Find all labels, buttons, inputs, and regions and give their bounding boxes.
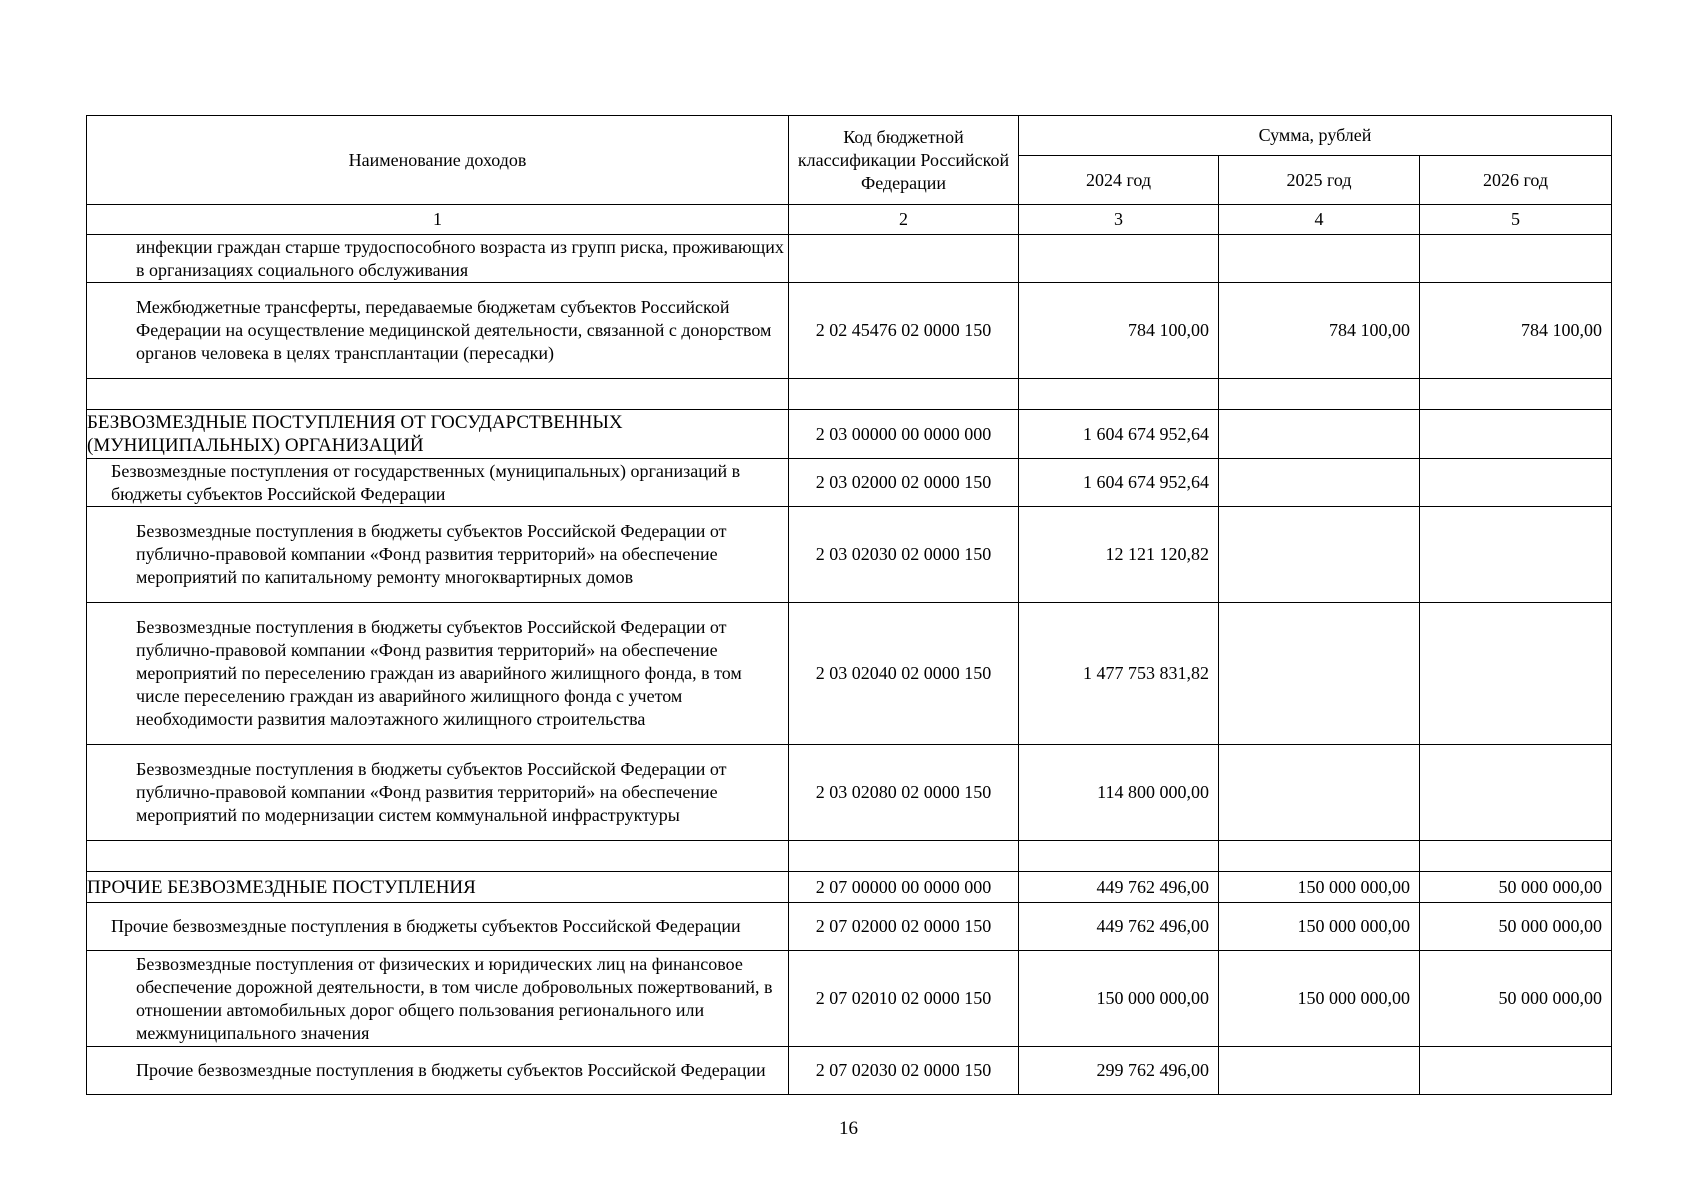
budget-code: [789, 379, 1019, 410]
income-name: БЕЗВОЗМЕЗДНЫЕ ПОСТУПЛЕНИЯ ОТ ГОСУДАРСТВЕННЫХ (МУНИЦИПАЛЬНЫХ) ОРГАНИЗАЦИЙ: [87, 410, 789, 459]
income-name: Безвозмездные поступления от государственных (муниципальных) организаций в бюджеты субъектов Российской Федерации: [87, 459, 789, 507]
amount-2024: 449 762 496,00: [1019, 872, 1219, 903]
budget-code: 2 02 45476 02 0000 150: [789, 283, 1019, 379]
income-name: Прочие безвозмездные поступления в бюджеты субъектов Российской Федерации: [87, 1047, 789, 1095]
amount-2025: 784 100,00: [1219, 283, 1420, 379]
column-number: 3: [1019, 205, 1219, 235]
table-row: [87, 872, 1612, 903]
header-sum: Сумма, рублей: [1019, 116, 1612, 156]
income-name: [87, 379, 789, 410]
amount-2024: 449 762 496,00: [1019, 903, 1219, 951]
table-row: [87, 235, 1612, 283]
header-name: Наименование доходов: [87, 116, 789, 205]
amount-2024: 1 477 753 831,82: [1019, 603, 1219, 745]
budget-code: 2 03 00000 00 0000 000: [789, 410, 1019, 459]
budget-code: 2 03 02030 02 0000 150: [789, 507, 1019, 603]
budget-code: [789, 235, 1019, 283]
amount-2024: 299 762 496,00: [1019, 1047, 1219, 1095]
amount-2025: [1219, 379, 1420, 410]
table-row: [87, 603, 1612, 745]
revenue-table: [86, 115, 1612, 1095]
income-name: Безвозмездные поступления в бюджеты субъектов Российской Федерации от публично-правовой компании «Фонд развития территорий» на обеспечение мероприятий по переселению граждан из аварийного жилищного фонда, в том числе переселению граждан из аварийного жилищного фонда с учетом необходимости развития малоэтажного жилищного строительства: [87, 603, 789, 745]
amount-2025: [1219, 1047, 1420, 1095]
header-year-2026: 2026 год: [1420, 156, 1612, 205]
column-number: 2: [789, 205, 1019, 235]
amount-2026: 50 000 000,00: [1420, 872, 1612, 903]
amount-2026: 50 000 000,00: [1420, 951, 1612, 1047]
spacer-row: [87, 379, 1612, 410]
income-name: Межбюджетные трансферты, передаваемые бюджетам субъектов Российской Федерации на осуществление медицинской деятельности, связанной с донорством органов человека в целях трансплантации (пересадки): [87, 283, 789, 379]
column-number: 4: [1219, 205, 1420, 235]
header-year-2024: 2024 год: [1019, 156, 1219, 205]
amount-2024: 784 100,00: [1019, 283, 1219, 379]
amount-2026: [1420, 507, 1612, 603]
budget-code: 2 07 02010 02 0000 150: [789, 951, 1019, 1047]
amount-2025: 150 000 000,00: [1219, 872, 1420, 903]
amount-2026: [1420, 1047, 1612, 1095]
income-name: Прочие безвозмездные поступления в бюджеты субъектов Российской Федерации: [87, 903, 789, 951]
income-name: ПРОЧИЕ БЕЗВОЗМЕЗДНЫЕ ПОСТУПЛЕНИЯ: [87, 872, 789, 903]
amount-2026: [1420, 745, 1612, 841]
column-number: 1: [87, 205, 789, 235]
budget-code: 2 03 02000 02 0000 150: [789, 459, 1019, 507]
table-row: [87, 507, 1612, 603]
budget-code: [789, 841, 1019, 872]
amount-2025: 150 000 000,00: [1219, 951, 1420, 1047]
table-row: [87, 903, 1612, 951]
amount-2024: [1019, 379, 1219, 410]
amount-2025: [1219, 459, 1420, 507]
table-row: [87, 283, 1612, 379]
amount-2026: 784 100,00: [1420, 283, 1612, 379]
income-name: Безвозмездные поступления от физических и юридических лиц на финансовое обеспечение дорожной деятельности, в том числе добровольных пожертвований, в отношении автомобильных дорог общего пользования регионального или межмуниципального значения: [87, 951, 789, 1047]
amount-2025: [1219, 410, 1420, 459]
amount-2024: 12 121 120,82: [1019, 507, 1219, 603]
column-number: 5: [1420, 205, 1612, 235]
header-code: Код бюджетной классификации Российской Федерации: [789, 116, 1019, 205]
amount-2024: 150 000 000,00: [1019, 951, 1219, 1047]
income-name: Безвозмездные поступления в бюджеты субъектов Российской Федерации от публично-правовой компании «Фонд развития территорий» на обеспечение мероприятий по капитальному ремонту многоквартирных домов: [87, 507, 789, 603]
budget-code: 2 03 02040 02 0000 150: [789, 603, 1019, 745]
income-name: Безвозмездные поступления в бюджеты субъектов Российской Федерации от публично-правовой компании «Фонд развития территорий» на обеспечение мероприятий по модернизации систем коммунальной инфраструктуры: [87, 745, 789, 841]
table-row: [87, 1047, 1612, 1095]
table-row: [87, 459, 1612, 507]
income-name: [87, 841, 789, 872]
budget-code: 2 07 00000 00 0000 000: [789, 872, 1019, 903]
table-row: [87, 410, 1612, 459]
table-row: [87, 951, 1612, 1047]
table-row: [87, 745, 1612, 841]
amount-2024: 1 604 674 952,64: [1019, 459, 1219, 507]
amount-2024: 1 604 674 952,64: [1019, 410, 1219, 459]
budget-code: 2 07 02000 02 0000 150: [789, 903, 1019, 951]
budget-code: 2 03 02080 02 0000 150: [789, 745, 1019, 841]
amount-2024: [1019, 841, 1219, 872]
budget-code: 2 07 02030 02 0000 150: [789, 1047, 1019, 1095]
amount-2025: [1219, 507, 1420, 603]
amount-2024: [1019, 235, 1219, 283]
amount-2024: 114 800 000,00: [1019, 745, 1219, 841]
income-name: инфекции граждан старше трудоспособного возраста из групп риска, проживающих в организациях социального обслуживания: [87, 235, 789, 283]
amount-2026: [1420, 459, 1612, 507]
amount-2026: [1420, 235, 1612, 283]
page-number: 16: [839, 1118, 858, 1139]
amount-2026: 50 000 000,00: [1420, 903, 1612, 951]
amount-2025: [1219, 841, 1420, 872]
amount-2026: [1420, 603, 1612, 745]
amount-2025: [1219, 235, 1420, 283]
spacer-row: [87, 841, 1612, 872]
amount-2025: [1219, 745, 1420, 841]
amount-2025: 150 000 000,00: [1219, 903, 1420, 951]
amount-2026: [1420, 841, 1612, 872]
amount-2026: [1420, 410, 1612, 459]
amount-2025: [1219, 603, 1420, 745]
amount-2026: [1420, 379, 1612, 410]
header-year-2025: 2025 год: [1219, 156, 1420, 205]
